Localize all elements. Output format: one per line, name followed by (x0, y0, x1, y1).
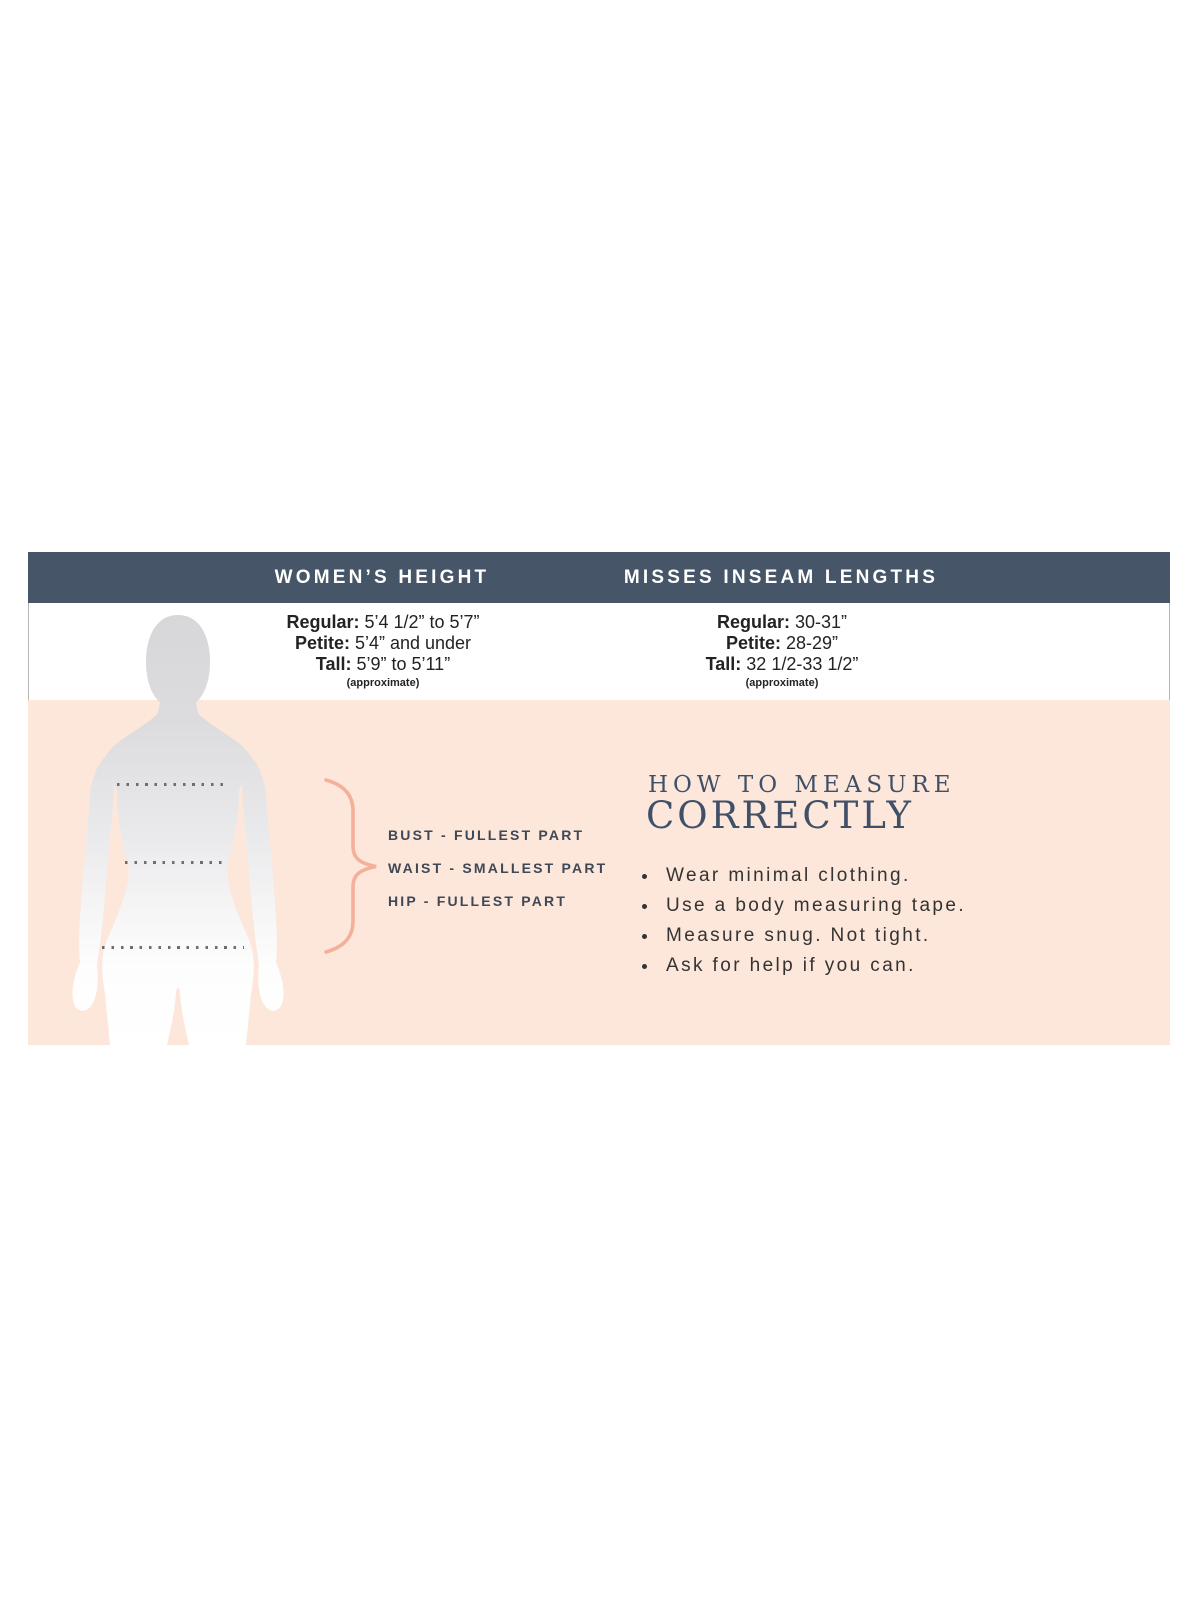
bust-label: BUST - FULLEST PART (388, 827, 585, 843)
spec-value: 32 1/2-33 1/2” (746, 654, 859, 674)
womens-height-header: WOMEN’S HEIGHT (274, 567, 490, 588)
table-header-bar (28, 552, 1170, 603)
height-footnote: (approximate) (346, 677, 420, 689)
spec-label: Petite: (725, 633, 781, 653)
hip-label: HIP - FULLEST PART (388, 893, 568, 909)
curly-brace-icon (322, 777, 380, 955)
bullet-icon (642, 964, 647, 969)
bullet-icon (642, 874, 647, 879)
tip-item (638, 861, 1098, 891)
inseam-specs-column (582, 612, 982, 689)
tip-item (638, 891, 1098, 921)
inseam-spec-petite (582, 633, 982, 654)
tip-item (638, 951, 1098, 981)
bullet-icon (642, 934, 647, 939)
waist-measure-line (125, 861, 222, 864)
spec-value: 5’4 1/2” to 5’7” (364, 612, 480, 632)
waist-label: WAIST - SMALLEST PART (388, 860, 608, 876)
spec-value: 5’9” to 5’11” (356, 654, 451, 674)
correctly-heading: CORRECTLY (646, 794, 914, 837)
bust-measure-line (117, 783, 229, 786)
spec-label: Tall: (705, 654, 742, 674)
how-to-measure-heading: HOW TO MEASURE (648, 772, 956, 798)
measuring-tips-list (638, 861, 1098, 981)
bullet-icon (642, 904, 647, 909)
spec-label: Tall: (315, 654, 352, 674)
female-body-silhouette-icon (58, 612, 298, 1045)
spec-label: Regular: (716, 612, 790, 632)
tip-item (638, 921, 1098, 951)
spec-value: 30-31” (794, 612, 848, 632)
tip-text: Ask for help if you can. (666, 955, 916, 976)
spec-value: 28-29” (785, 633, 839, 653)
tip-text: Measure snug. Not tight. (666, 925, 931, 946)
tip-text: Wear minimal clothing. (666, 865, 911, 886)
spec-label: Petite: (294, 633, 350, 653)
misses-inseam-header: MISSES INSEAM LENGTHS (623, 567, 939, 588)
inseam-spec-regular (582, 612, 982, 633)
inseam-footnote: (approximate) (745, 677, 819, 689)
spec-value: 5’4” and under (354, 633, 472, 653)
hip-measure-line (102, 946, 244, 949)
spec-label: Regular: (286, 612, 360, 632)
inseam-spec-tall (582, 654, 982, 675)
tip-text: Use a body measuring tape. (666, 895, 967, 916)
